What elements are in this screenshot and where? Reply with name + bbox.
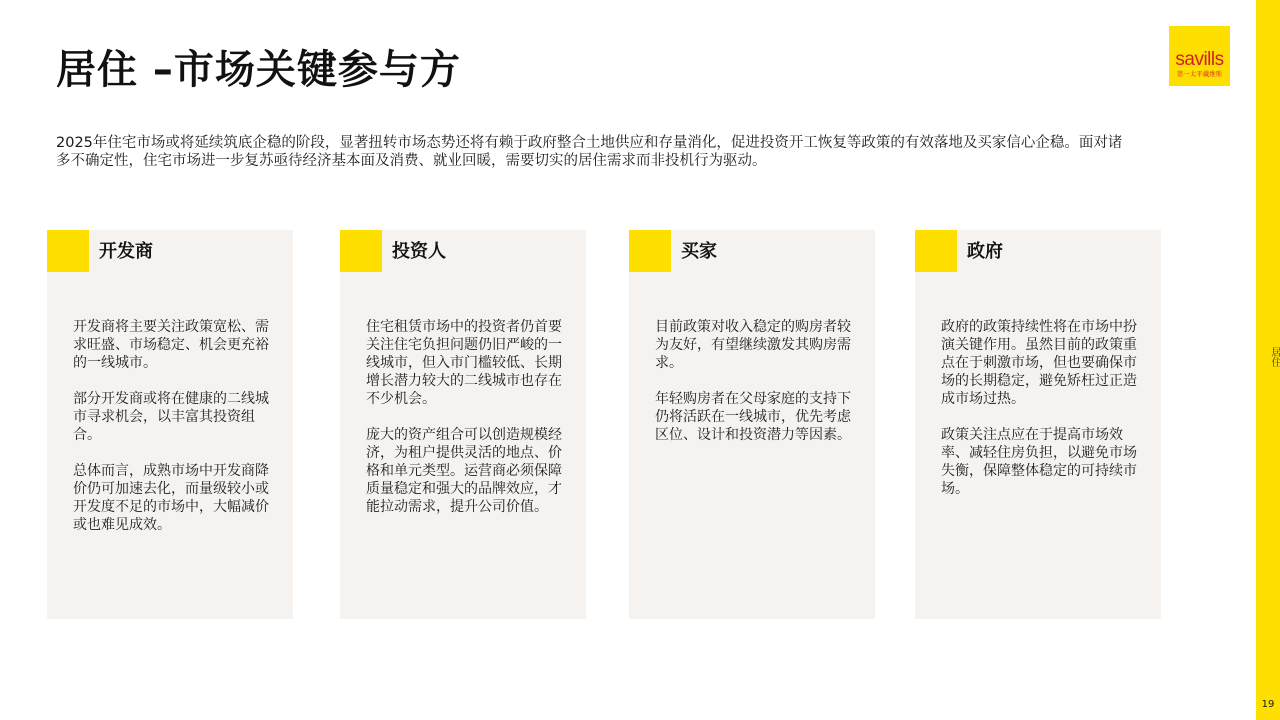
card-accent-square — [47, 230, 89, 272]
card-title: 政府 — [967, 241, 1003, 262]
card-accent-square — [629, 230, 671, 272]
card-title: 投资人 — [392, 241, 446, 262]
card-investor — [340, 230, 586, 619]
card-accent-square — [915, 230, 957, 272]
card-buyer — [629, 230, 875, 619]
card-paragraph: 住宅租赁市场中的投资者仍首要关注住宅负担问题仍旧严峻的一线城市，但入市门槛较低、长期增长潜力较大的二线城市也存在不少机会。 — [366, 319, 562, 407]
card-paragraph: 总体而言，成熟市场中开发商降价仍可加速去化，而量级较小或开发度不足的市场中，大幅减价或也难见成效。 — [73, 463, 269, 533]
card-paragraph: 政策关注点应在于提高市场效率、减轻住房负担，以避免市场失衡，保障整体稳定的可持续市场。 — [941, 427, 1137, 497]
card-paragraph: 开发商将主要关注政策宽松、需求旺盛、市场稳定、机会更充裕的一线城市。 — [73, 319, 269, 371]
card-government — [915, 230, 1161, 619]
card-paragraph: 庞大的资产组合可以创造规模经济，为租户提供灵活的地点、价格和单元类型。运营商必须保障质量稳定和强大的品牌效应，才能拉动需求，提升公司价值。 — [366, 427, 562, 515]
intro-paragraph: 2025年住宅市场或将延续筑底企稳的阶段，显著扭转市场态势还将有赖于政府整合土地供应和存量消化，促进投资开工恢复等政策的有效落地及买家信心企稳。面对诸多不确定性，住宅市场进一步复苏亟待经济基本面及消费、就业回暖，需要切实的居住需求而非投机行为驱动。 — [56, 135, 1123, 169]
section-label: 居住 — [1269, 347, 1280, 367]
logo-wordmark: savills — [1175, 49, 1224, 70]
card-body — [366, 318, 564, 534]
card-title: 买家 — [681, 241, 717, 262]
card-paragraph: 年轻购房者在父母家庭的支持下仍将活跃在一线城市，优先考虑区位、设计和投资潜力等因素。 — [655, 391, 851, 443]
card-paragraph: 政府的政策持续性将在市场中扮演关键作用。虽然目前的政策重点在于刺激市场，但也要确保市场的长期稳定，避免矫枉过正造成市场过热。 — [941, 319, 1137, 407]
page-number: 19 — [1261, 699, 1275, 710]
card-developer — [47, 230, 293, 619]
savills-logo — [1169, 26, 1230, 86]
card-paragraph: 部分开发商或将在健康的二线城市寻求机会，以丰富其投资组合。 — [73, 391, 269, 443]
card-title: 开发商 — [99, 241, 153, 262]
card-body — [655, 318, 853, 462]
card-body — [73, 318, 271, 552]
card-paragraph: 目前政策对收入稳定的购房者较为友好，有望继续激发其购房需求。 — [655, 319, 851, 371]
card-body — [941, 318, 1139, 516]
page-title: 居住 –市场关键参与方 — [56, 47, 461, 93]
logo-subtitle: 第一太平戴维斯 — [1176, 70, 1223, 78]
card-accent-square — [340, 230, 382, 272]
